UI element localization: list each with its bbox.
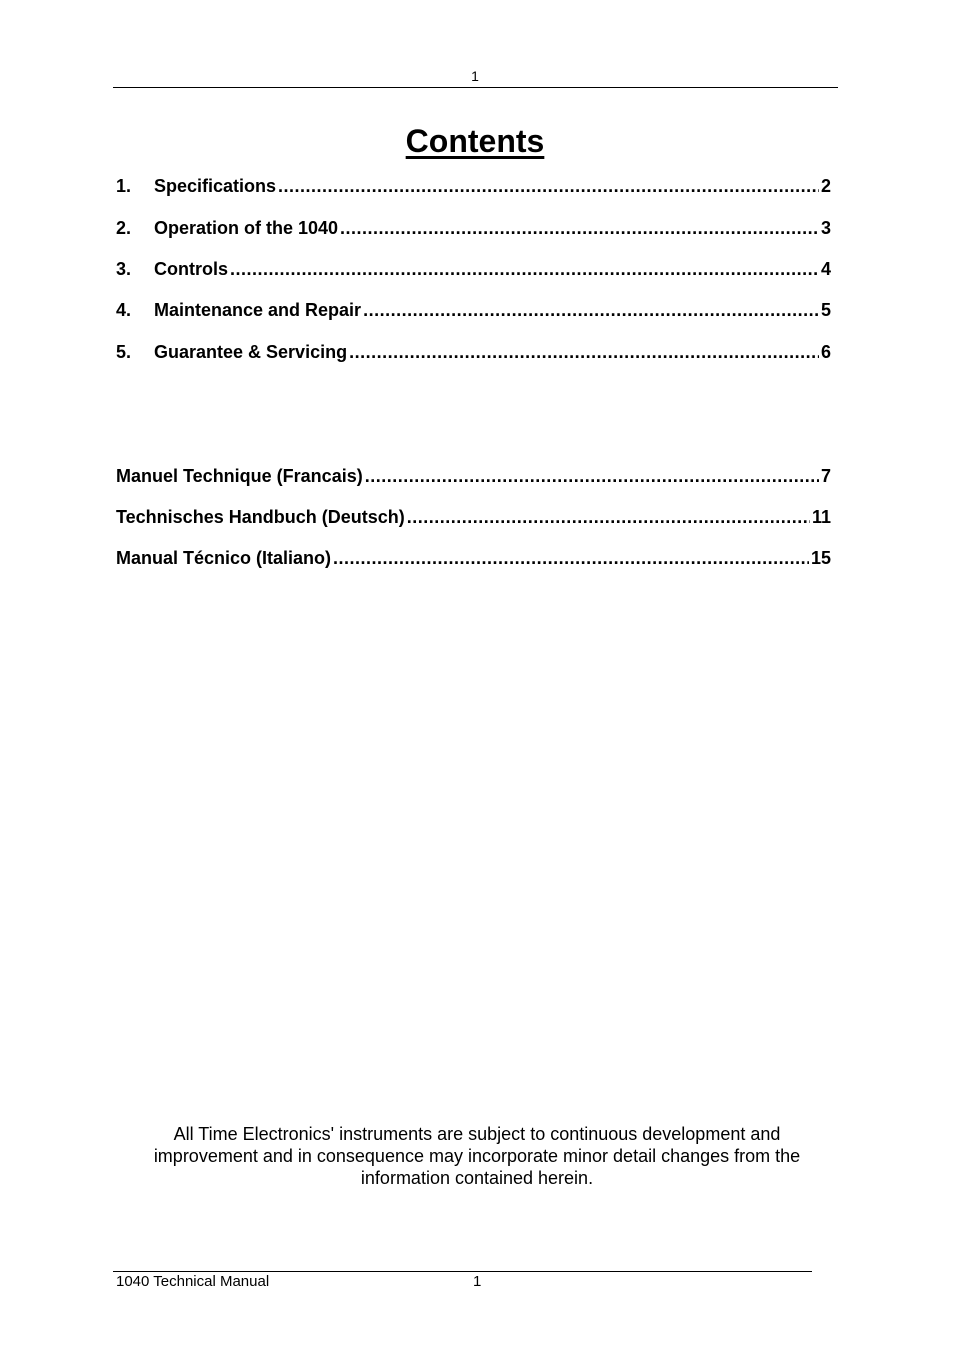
toc-entry-label: Guarantee & Servicing — [154, 342, 348, 362]
toc-entry-label: Specifications — [154, 176, 277, 196]
toc-entry-operation[interactable] — [116, 217, 831, 239]
toc-entry-label: Manuel Technique (Francais) — [116, 466, 363, 486]
notice-line: information contained herein. — [360, 1168, 594, 1188]
toc-entry-specifications[interactable] — [116, 175, 831, 197]
notice-line: improvement and in consequence may incorporate minor detail changes from the — [153, 1146, 801, 1166]
toc-entry-number: 4. — [116, 300, 132, 320]
notice-line: All Time Electronics' instruments are subject to continuous development and — [173, 1124, 781, 1144]
toc-entry-page: 2 — [820, 176, 831, 196]
footer-page-number: 1 — [473, 1273, 482, 1290]
toc-leader-dots — [333, 547, 809, 569]
toc-entry-page: 7 — [820, 466, 831, 486]
toc-leader-dots — [365, 465, 819, 487]
toc-leader-dots — [230, 258, 819, 280]
header-page-number: 1 — [471, 68, 479, 84]
toc-entry-number: 3. — [116, 259, 132, 279]
toc-entry-label: Manual Técnico (Italiano) — [116, 548, 332, 568]
toc-leader-dots — [340, 217, 819, 239]
toc-entry-page: 5 — [820, 300, 831, 320]
toc-leader-dots — [407, 506, 810, 528]
development-notice — [100, 1123, 854, 1189]
toc-entry-label: Technisches Handbuch (Deutsch) — [116, 507, 405, 527]
toc-leader-dots — [349, 341, 819, 363]
toc-entry-number: 5. — [116, 342, 132, 362]
toc-entry-controls[interactable] — [116, 258, 831, 280]
toc-entry-number: 2. — [116, 218, 132, 238]
toc-entry-guarantee[interactable] — [116, 341, 831, 363]
toc-entry-label: Operation of the 1040 — [154, 218, 339, 238]
page-title: Contents — [405, 123, 545, 159]
toc-entry-french-manual[interactable] — [116, 465, 831, 487]
toc-entry-italian-manual[interactable] — [116, 547, 831, 569]
footer-manual-title: 1040 Technical Manual — [116, 1273, 270, 1290]
toc-entry-number: 1. — [116, 176, 132, 196]
toc-entry-page: 6 — [820, 342, 831, 362]
toc-entry-page: 11 — [811, 507, 831, 527]
toc-entry-label: Maintenance and Repair — [154, 300, 362, 320]
toc-leader-dots — [278, 175, 819, 197]
toc-entry-page: 15 — [810, 548, 831, 568]
toc-entry-german-manual[interactable] — [116, 506, 831, 528]
toc-leader-dots — [363, 299, 819, 321]
toc-entry-page: 3 — [820, 218, 831, 238]
toc-entry-label: Controls — [154, 259, 228, 279]
footer-rule — [113, 1271, 812, 1272]
header-rule — [113, 87, 838, 88]
toc-entry-maintenance[interactable] — [116, 299, 831, 321]
toc-entry-page: 4 — [820, 259, 831, 279]
